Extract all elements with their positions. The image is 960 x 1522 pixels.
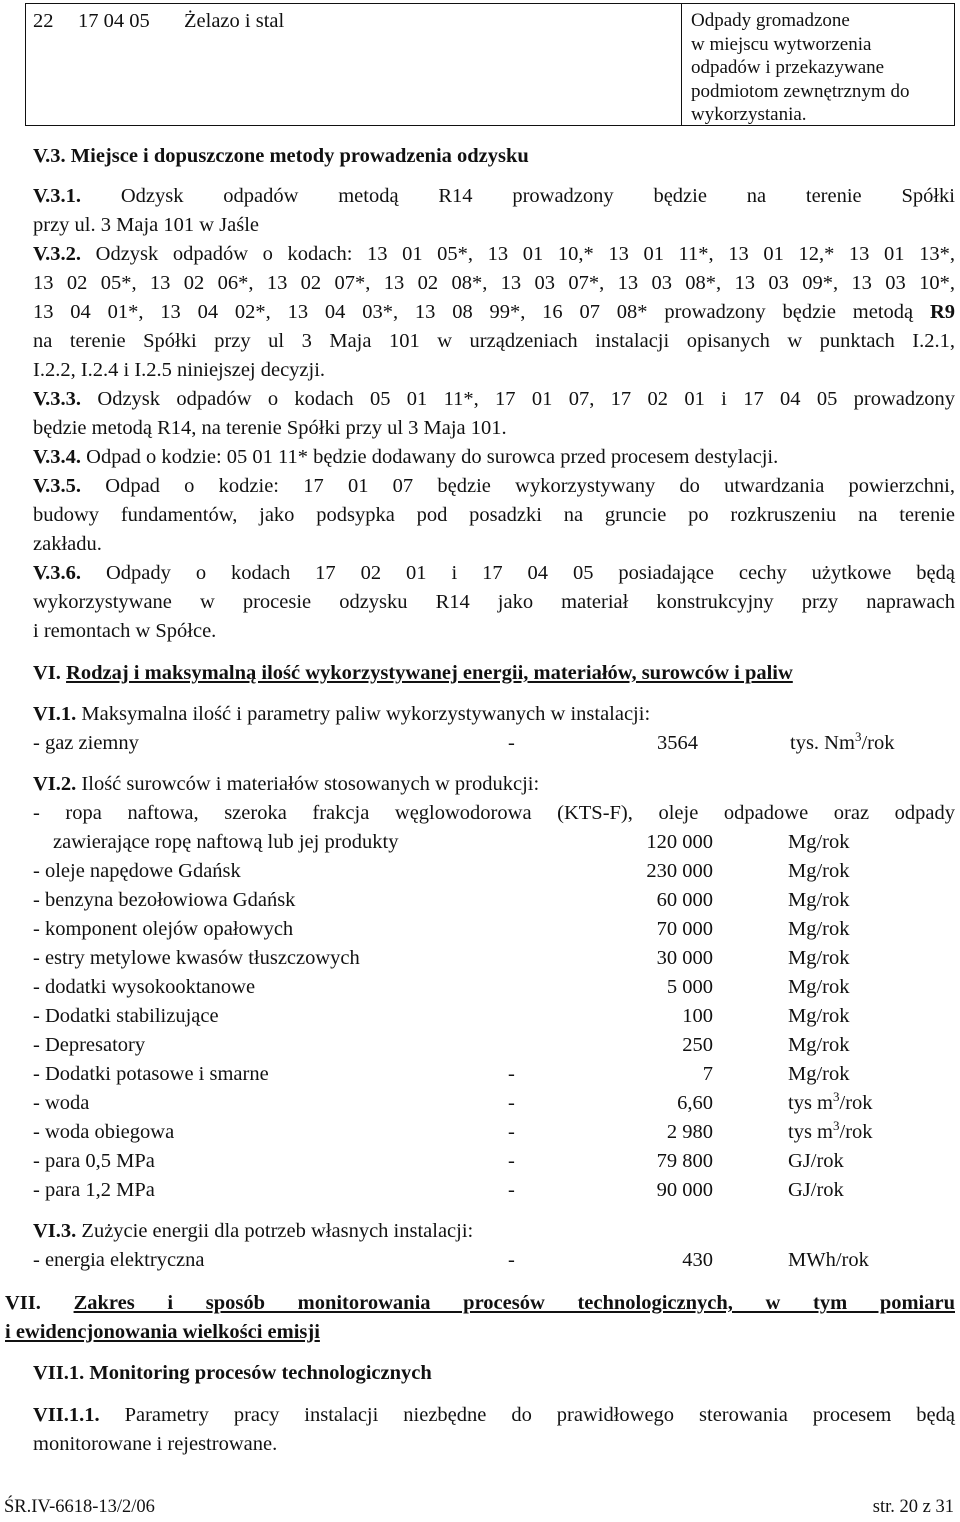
item-name: - Dodatki stabilizujące <box>33 1005 219 1027</box>
paragraph-text: Odpad o kodzie: 05 01 11* będzie dodawany do surowca przed procesem destylacji. <box>86 446 779 468</box>
material-row <box>33 828 933 857</box>
fuel-row <box>33 729 933 758</box>
item-name: - Depresatory <box>33 1034 146 1056</box>
paragraph-text: budowy fundamentów, jako podsypka pod posadzki na gruncie po rozkruszeniu na terenie <box>33 504 955 526</box>
item-name: - komponent olejów opałowych <box>33 918 294 940</box>
section-heading-v3: V.3. Miejsce i dopuszczone metody prowadzenia odzysku <box>33 145 529 167</box>
item-unit <box>790 729 894 758</box>
item-unit <box>788 857 850 886</box>
item-unit <box>788 1002 850 1031</box>
paragraph-text: Odzysk odpadów o kodach 05 01 11*, 17 01 07, 17 02 01 i 17 04 05 prowadzony <box>97 388 956 410</box>
unit-suffix: /rok <box>839 1092 873 1114</box>
unit-suffix: /rok <box>861 732 895 754</box>
item-unit: MWh/rok <box>788 1249 869 1271</box>
material-row <box>33 973 933 1002</box>
paragraph-text: na terenie Spółki przy ul 3 Maja 101 w urządzeniach instalacji opisanych w punktach I.2.1, <box>33 330 955 352</box>
subsection-vi2 <box>33 770 539 799</box>
section-title: Rodzaj i maksymalną ilość wykorzystywanej energii, materiałów, surowców i paliw <box>66 662 793 684</box>
note-line: podmiotom zewnętrznym do <box>691 80 910 102</box>
item-value: 60 000 <box>656 889 713 911</box>
waste-table <box>25 3 955 126</box>
item-dash: - <box>508 732 515 754</box>
energy-row <box>33 1246 933 1275</box>
section-heading-vii <box>5 1289 955 1318</box>
item-unit <box>788 1118 873 1147</box>
item-dash: - <box>508 1150 515 1172</box>
paragraph-text: Odzysk odpadów o kodach: 13 01 05*, 13 01 10,* 13 01 11*, 13 01 12,* 13 01 13*, <box>95 243 956 265</box>
section-number: VI. <box>33 662 61 684</box>
paragraph-text: Parametry pracy instalacji niezbędne do prawidłowego sterowania procesem będą <box>124 1404 955 1426</box>
item-value: 6,60 <box>677 1092 713 1114</box>
item-name: - para 0,5 MPa <box>33 1150 155 1172</box>
paragraph-text: będzie metodą R14, na terenie Spółki przy ul 3 Maja 101. <box>33 417 507 439</box>
material-row <box>33 1060 933 1089</box>
unit-text: tys. Nm <box>790 732 855 754</box>
footer-reference: ŚR.IV-6618-13/2/06 <box>4 1497 155 1517</box>
item-unit <box>788 944 850 973</box>
section-number: VII. <box>5 1292 41 1314</box>
unit-text: Mg/rok <box>788 889 850 911</box>
paragraph-v32 <box>33 240 955 269</box>
table-divider <box>681 4 682 125</box>
item-name: - woda obiegowa <box>33 1121 175 1143</box>
paragraph-number: VII.1.1. <box>33 1404 100 1426</box>
paragraph-v35 <box>33 472 955 501</box>
item-name: - estry metylowe kwasów tłuszczowych <box>33 947 360 969</box>
note-line: Odpady gromadzone <box>691 10 850 31</box>
item-value: 90 000 <box>656 1179 713 1201</box>
item-dash: - <box>508 1092 515 1114</box>
subsection-number: VI.3. <box>33 1220 77 1242</box>
unit-text: Mg/rok <box>788 1005 850 1027</box>
paragraph-v36 <box>33 559 955 588</box>
paragraph-text: Odpad o kodzie: 17 01 07 będzie wykorzystywany do utwardzania powierzchni, <box>105 475 955 497</box>
unit-text: GJ/rok <box>788 1150 844 1172</box>
unit-text: Mg/rok <box>788 947 850 969</box>
item-unit <box>788 973 850 1002</box>
paragraph-text: Odzysk odpadów metodą R14 prowadzony będzie na terenie Spółki <box>120 185 955 207</box>
paragraph-text: 13 04 01*, 13 04 02*, 13 04 03*, 13 08 99*, 16 07 08* prowadzony będzie metodą <box>33 301 914 323</box>
item-dash: - <box>508 1121 515 1143</box>
item-value: 5 000 <box>666 976 713 998</box>
item-name: - gaz ziemny <box>33 732 139 754</box>
paragraph-number: V.3.2. <box>33 243 82 265</box>
item-name: - energia elektryczna <box>33 1249 205 1271</box>
paragraph-number: V.3.3. <box>33 388 82 410</box>
waste-name: Żelazo i stal <box>184 10 285 32</box>
material-item-line: - ropa naftowa, szeroka frakcja węglowodorowa (KTS-F), oleje odpadowe oraz odpady <box>33 802 955 824</box>
item-dash: - <box>508 1249 515 1271</box>
note-line: w miejscu wytworzenia <box>691 33 872 55</box>
item-unit <box>788 1060 850 1089</box>
material-row <box>33 857 933 886</box>
row-number: 22 <box>33 10 54 32</box>
item-value: 230 000 <box>646 860 713 882</box>
unit-text: Mg/rok <box>788 860 850 882</box>
paragraph-text: monitorowane i rejestrowane. <box>33 1433 278 1455</box>
section-title: i ewidencjonowania wielkości emisji <box>5 1321 320 1343</box>
paragraph-number: V.3.5. <box>33 475 82 497</box>
subsection-text: Zużycie energii dla potrzeb własnych instalacji: <box>81 1220 474 1242</box>
unit-text: tys m <box>788 1121 833 1143</box>
section-heading-vi <box>33 659 955 688</box>
unit-exponent: 3 <box>833 1089 840 1105</box>
paragraph-v34 <box>33 443 955 472</box>
unit-text: tys m <box>788 1092 833 1114</box>
item-unit <box>788 1031 850 1060</box>
item-unit <box>788 1089 873 1118</box>
unit-exponent: 3 <box>854 729 862 745</box>
item-name: - benzyna bezołowiowa Gdańsk <box>33 889 296 911</box>
item-name: - oleje napędowe Gdańsk <box>33 860 241 882</box>
material-row <box>33 1089 933 1118</box>
unit-text: Mg/rok <box>788 1063 850 1085</box>
waste-code: 17 04 05 <box>78 10 150 32</box>
paragraph-text: zakładu. <box>33 533 102 555</box>
item-value: 79 800 <box>656 1150 713 1172</box>
note-line: odpadów i przekazywane <box>691 57 885 78</box>
item-value: 100 <box>682 1005 713 1027</box>
item-value: 30 000 <box>656 947 713 969</box>
item-value: 7 <box>702 1063 713 1085</box>
unit-text: Mg/rok <box>788 976 850 998</box>
subsection-text: Ilość surowców i materiałów stosowanych w produkcji: <box>81 773 540 795</box>
item-unit: Mg/rok <box>788 831 850 853</box>
subsection-text: Maksymalna ilość i parametry paliw wykorzystywanych w instalacji: <box>81 703 651 725</box>
subsection-vi1 <box>33 700 650 729</box>
item-value: 250 <box>682 1034 713 1056</box>
item-value: 2 980 <box>666 1121 713 1143</box>
subsection-number: VI.2. <box>33 773 77 795</box>
item-unit <box>788 915 850 944</box>
paragraph-text: przy ul. 3 Maja 101 w Jaśle <box>33 214 260 236</box>
unit-text: Mg/rok <box>788 918 850 940</box>
item-name: - para 1,2 MPa <box>33 1179 155 1201</box>
subsection-vii1: VII.1. Monitoring procesów technologicznych <box>33 1362 432 1384</box>
section-title: Zakres i sposób monitorowania procesów technologicznych, w tym pomiaru <box>73 1292 955 1314</box>
item-value: 70 000 <box>656 918 713 940</box>
item-unit <box>788 886 850 915</box>
paragraph-v31 <box>33 182 955 211</box>
item-name: - woda <box>33 1092 90 1114</box>
item-value: 430 <box>682 1249 713 1271</box>
material-row <box>33 1176 933 1205</box>
item-unit <box>788 1147 844 1176</box>
item-value: 120 000 <box>646 831 713 853</box>
item-dash: - <box>508 1179 515 1201</box>
unit-text: Mg/rok <box>788 1034 850 1056</box>
unit-suffix: /rok <box>839 1121 873 1143</box>
paragraph-text: 13 02 05*, 13 02 06*, 13 02 07*, 13 02 08*, 13 03 07*, 13 03 08*, 13 03 09*, 13 03 10*, <box>33 272 955 294</box>
footer-page-number: str. 20 z 31 <box>872 1497 954 1517</box>
waste-note <box>691 9 909 127</box>
paragraph-vii11 <box>33 1401 955 1430</box>
paragraph-number: V.3.4. <box>33 446 82 468</box>
paragraph-text: I.2.2, I.2.4 i I.2.5 niniejszej decyzji. <box>33 359 326 381</box>
material-row <box>33 915 933 944</box>
material-row <box>33 1118 933 1147</box>
material-row <box>33 1031 933 1060</box>
unit-text: GJ/rok <box>788 1179 844 1201</box>
material-row <box>33 1147 933 1176</box>
material-row <box>33 944 933 973</box>
material-row <box>33 886 933 915</box>
item-dash: - <box>508 1063 515 1085</box>
note-line: wykorzystania. <box>691 104 807 125</box>
item-unit <box>788 1176 844 1205</box>
item-name: - dodatki wysokooktanowe <box>33 976 256 998</box>
unit-exponent: 3 <box>833 1118 840 1134</box>
paragraph-number: V.3.1. <box>33 185 82 207</box>
item-name: - Dodatki potasowe i smarne <box>33 1063 269 1085</box>
paragraph-text: i remontach w Spółce. <box>33 620 217 642</box>
method-code: R9 <box>929 301 955 323</box>
material-row <box>33 1002 933 1031</box>
subsection-number: VI.1. <box>33 703 77 725</box>
paragraph-number: V.3.6. <box>33 562 82 584</box>
paragraph-v33 <box>33 385 955 414</box>
paragraph-text <box>33 298 955 327</box>
paragraph-text: wykorzystywane w procesie odzysku R14 jako materiał konstrukcyjny przy naprawach <box>33 591 955 613</box>
subsection-vi3 <box>33 1217 473 1246</box>
item-value: 3564 <box>657 732 698 754</box>
paragraph-text: Odpady o kodach 17 02 01 i 17 04 05 posiadające cechy użytkowe będą <box>105 562 955 584</box>
item-name: zawierające ropę naftową lub jej produkty <box>53 831 399 853</box>
